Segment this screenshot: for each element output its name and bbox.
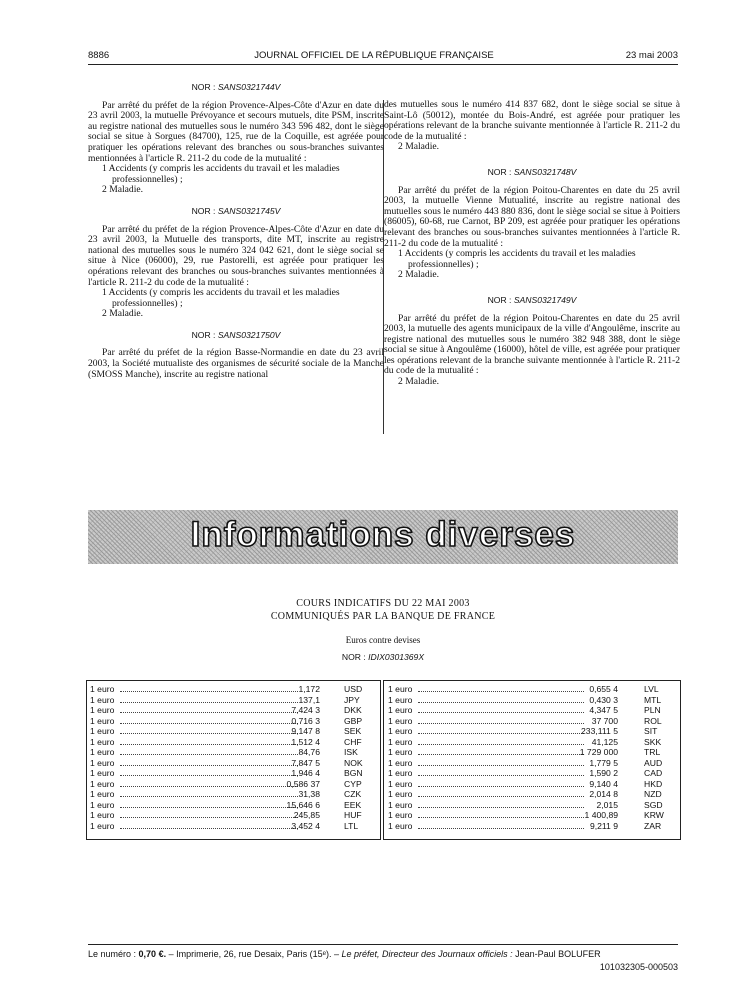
rate-value: 1,946 4 [291, 768, 320, 778]
decree-paragraph: des mutuelles sous le numéro 414 837 682, dont le siège social se situe à Saint-Lô (50012), montée du Bois-André, est agréée pour pratiquer les opérations relevant de la branche suivante mentionnée à l'article R. 211-2 du code de la mutualité : [384, 99, 680, 142]
rate-leader-dots [120, 733, 298, 734]
rate-leader-dots [418, 828, 584, 829]
currency-code: SKK [644, 736, 662, 747]
rate-leader-dots [418, 765, 584, 766]
rate-leader-dots [120, 775, 298, 776]
rate-leader-dots [418, 775, 584, 776]
rate-row [388, 705, 666, 716]
rate-leader-dots [120, 828, 298, 829]
rate-leader-dots [418, 712, 584, 713]
header-rule [88, 64, 678, 65]
branch-item: 1 Accidents (y compris les accidents du travail et les maladies professionnelles) ; [102, 163, 340, 185]
rate-row [388, 821, 666, 832]
rate-value: 233,111 5 [581, 726, 618, 736]
rates-heading-line2: COMMUNIQUÉS PAR LA BANQUE DE FRANCE [270, 611, 496, 622]
section-banner-title: Informations diverses [190, 515, 576, 554]
rate-label: 1 euro [388, 736, 413, 747]
nor-reference: NOR : SANS0321745V [191, 205, 281, 216]
currency-code: BGN [344, 768, 363, 778]
currency-code: CAD [644, 768, 663, 778]
rate-row [388, 779, 666, 790]
rate-value: 1 400,89 [584, 810, 618, 820]
branch-item: 2 Maladie. [398, 141, 440, 153]
rate-label: 1 euro [388, 694, 413, 705]
nor-reference: NOR : SANS0321748V [487, 166, 577, 177]
decree-paragraph: Par arrêté du préfet de la région Provence-Alpes-Côte d'Azur en date du 23 avril 2003, la mutuelle Prévoyance et secours mutuels, dite PSM, inscrite au registre national des mutuelles sous le numéro 343 596 482, dont le siège social se situe à Sorgues (84700), 125, rue de la Coquille, est agréée pour pratiquer les opérations relevant des branches ou sous-branches suivantes mentionnées à l'article R. 211-2 du code de la mutualité : [88, 99, 384, 164]
left-column [88, 82, 384, 380]
footer-printer: – Imprimerie, 26, rue Desaix, Paris (15ᵉ). [168, 949, 332, 959]
page-number: 8886 [88, 50, 110, 61]
currency-code: CZK [344, 789, 362, 799]
rate-leader-dots [120, 723, 298, 724]
nor-reference: NOR : SANS0321744V [191, 82, 281, 92]
rate-label: 1 euro [90, 747, 115, 757]
branch-item: 2 Maladie. [102, 184, 144, 196]
rate-label: 1 euro [90, 715, 115, 726]
currency-code: KRW [644, 810, 664, 820]
currency-code: USD [344, 684, 363, 694]
currency-code: NOK [344, 757, 363, 768]
currency-code: SEK [344, 726, 362, 736]
rate-leader-dots [120, 796, 298, 797]
currency-code: JPY [344, 694, 360, 705]
rate-row [90, 800, 366, 811]
footer-price: 0,70 €. [138, 949, 167, 959]
branch-item: 2 Maladie. [398, 376, 440, 388]
rate-leader-dots [418, 754, 584, 755]
rate-label: 1 euro [90, 799, 115, 810]
rate-value: 0,716 3 [291, 715, 320, 726]
currency-code: EEK [344, 799, 362, 810]
rate-leader-dots [418, 702, 584, 703]
currency-code: CYP [344, 778, 362, 789]
currency-code: HUF [344, 810, 362, 820]
rate-row [90, 705, 366, 716]
rates-nor-reference: NOR : IDIX0301369X [341, 652, 425, 662]
currency-code: MTL [644, 694, 662, 705]
rate-label: 1 euro [388, 705, 413, 715]
rate-value: 9,140 4 [589, 778, 618, 789]
rate-leader-dots [418, 691, 584, 692]
rate-leader-dots [120, 765, 298, 766]
rate-leader-dots [418, 723, 584, 724]
currency-code: SGD [644, 799, 663, 810]
rate-value: 37 700 [591, 715, 618, 726]
rate-row [388, 716, 666, 727]
currency-code: NZD [644, 789, 662, 799]
rate-label: 1 euro [90, 736, 115, 747]
rate-row [90, 716, 366, 727]
rate-value: 4,347 5 [589, 705, 618, 715]
decree-paragraph: Par arrêté du préfet de la région Poitou-Charentes en date du 25 avril 2003, la mutuelle Vienne Mutualité, inscrite au registre national des mutuelles sous le numéro 443 880 836, dont le siège social se situe à Poitiers (86005), 60-68, rue Carnot, BP 209, est agréée pour pratiquer les opérations relevant des branches ou sous-branches suivantes mentionnées à l'article R. 211-2 du code de la mutualité : [384, 184, 680, 249]
rate-leader-dots [120, 744, 298, 745]
footer-director: – Le préfet, Directeur des Journaux officiels : [334, 949, 513, 959]
rate-label: 1 euro [90, 789, 115, 799]
nor-reference: NOR : SANS0321750V [191, 329, 281, 340]
rate-value: 7,847 5 [291, 757, 320, 768]
rate-row [90, 821, 366, 832]
currency-code: GBP [344, 715, 363, 726]
rate-leader-dots [120, 807, 298, 808]
rate-label: 1 euro [90, 694, 115, 705]
rate-value: 3,452 4 [291, 820, 320, 831]
rate-value: 0,586 37 [286, 778, 320, 789]
rate-row [90, 758, 366, 769]
rate-value: 41,125 [591, 736, 618, 747]
rate-value: 7,424 3 [291, 705, 320, 715]
currency-code: ZAR [644, 820, 662, 831]
rate-label: 1 euro [90, 726, 115, 736]
rate-row [388, 810, 666, 821]
rate-leader-dots [120, 712, 298, 713]
rate-label: 1 euro [90, 820, 115, 831]
rate-row [90, 768, 366, 779]
rate-value: 1,512 4 [291, 736, 320, 747]
footer-line [88, 949, 688, 959]
branch-item: 2 Maladie. [398, 269, 440, 281]
rate-row [90, 737, 366, 748]
rate-label: 1 euro [90, 768, 115, 778]
nor-reference: NOR : SANS0321749V [487, 294, 577, 305]
rate-label: 1 euro [388, 799, 413, 810]
rate-row [388, 747, 666, 758]
rate-value: 15,646 6 [286, 799, 320, 810]
rate-leader-dots [418, 807, 584, 808]
rate-row [388, 684, 666, 695]
header-date: 23 mai 2003 [625, 50, 678, 61]
footer-reference: 101032305-000503 [599, 962, 678, 972]
rate-row [90, 810, 366, 821]
rate-label: 1 euro [388, 789, 413, 799]
rate-row [388, 768, 666, 779]
rate-row [388, 789, 666, 800]
footer-rule [88, 944, 678, 945]
rate-label: 1 euro [388, 757, 413, 768]
footer-director-name: Jean-Paul BOLUFER [515, 949, 601, 959]
currency-code: CHF [344, 736, 362, 747]
currency-code: SIT [644, 726, 658, 736]
rate-value: 9,147 8 [291, 726, 320, 736]
decree-paragraph: Par arrêté du préfet de la région Basse-Normandie en date du 23 avril 2003, la Société mutualiste des organismes de sécurité sociale de la Manche (SMOSS Manche), inscrite au registre national [88, 347, 384, 380]
rate-leader-dots [418, 817, 584, 818]
rate-row [388, 695, 666, 706]
rate-row [388, 758, 666, 769]
rate-value: 84,76 [298, 747, 320, 757]
rate-row [388, 800, 666, 811]
rate-leader-dots [120, 702, 298, 703]
rates-heading-line1: COURS INDICATIFS DU 22 MAI 2003 [296, 598, 470, 609]
rate-leader-dots [120, 786, 298, 787]
footer-prefix: Le numéro : [88, 949, 137, 959]
currency-code: AUD [644, 757, 663, 768]
rate-leader-dots [120, 691, 298, 692]
rate-value: 9,211 9 [589, 820, 618, 831]
rate-label: 1 euro [90, 778, 115, 789]
rate-label: 1 euro [90, 705, 115, 715]
rate-row [388, 726, 666, 737]
decree-paragraph: Par arrêté du préfet de la région Poitou-Charentes en date du 25 avril 2003, la mutuelle des agents municipaux de la ville d'Angoulême, inscrite au registre national des mutuelles sous le numéro 382 948 388, dont le siège social se situe à Angoulême (16000), hôtel de ville, est agréée pour pratiquer les opérations relevant de la branche suivante mentionnée à l'article R. 211-2 du code de la mutualité : [384, 312, 680, 377]
rate-value: 1,172 [298, 684, 320, 694]
rate-leader-dots [120, 817, 298, 818]
rate-label: 1 euro [90, 810, 115, 820]
rate-leader-dots [418, 733, 584, 734]
rate-value: 1,779 5 [589, 757, 618, 768]
rate-label: 1 euro [388, 810, 413, 820]
branch-item: 2 Maladie. [102, 308, 144, 320]
rate-value: 0,430 3 [589, 694, 618, 705]
rate-row [90, 747, 366, 758]
currency-code: LTL [344, 820, 359, 831]
rate-row [90, 684, 366, 695]
rate-value: 31,38 [298, 789, 320, 799]
currency-code: ROL [644, 715, 662, 726]
currency-code: LVL [644, 684, 659, 694]
rate-label: 1 euro [388, 715, 413, 726]
currency-code: PLN [644, 705, 661, 715]
rate-row [90, 695, 366, 706]
rate-row [90, 726, 366, 737]
right-column [384, 100, 680, 388]
currency-code: DKK [344, 705, 362, 715]
rates-table-right [388, 684, 666, 831]
currency-code: TRL [644, 747, 661, 757]
rate-label: 1 euro [90, 684, 115, 694]
rate-label: 1 euro [388, 778, 413, 789]
rate-row [90, 789, 366, 800]
rate-label: 1 euro [388, 768, 413, 778]
branch-item: 1 Accidents (y compris les accidents du travail et les maladies professionnelles) ; [398, 248, 636, 270]
rate-leader-dots [418, 786, 584, 787]
rate-label: 1 euro [388, 747, 413, 757]
journal-title: JOURNAL OFFICIEL DE LA RÉPUBLIQUE FRANÇAISE [254, 50, 494, 61]
decree-paragraph: Par arrêté du préfet de la région Provence-Alpes-Côte d'Azur en date du 23 avril 2003, la Mutuelle des transports, dite MT, inscrite au registre national des mutuelles sous le numéro 324 042 621, dont le siège social se situe à Nice (06000), 29, rue Pastorelli, est agréée pour pratiquer les opérations relevant des branches ou sous-branches suivantes mentionnées à l'article R. 211-2 du code de la mutualité : [88, 223, 384, 288]
rate-row [90, 779, 366, 790]
rate-value: 1,590 2 [589, 768, 618, 778]
currency-code: HKD [644, 778, 663, 789]
rate-label: 1 euro [388, 684, 413, 694]
rate-leader-dots [120, 754, 298, 755]
rate-value: 137,1 [298, 694, 320, 705]
rate-value: 2,014 8 [589, 789, 618, 799]
rate-value: 245,85 [293, 810, 320, 820]
currency-code: ISK [344, 747, 358, 757]
rates-table-left [90, 684, 366, 831]
rate-leader-dots [418, 796, 584, 797]
rate-value: 1 729 000 [579, 747, 618, 757]
rates-subheading: Euros contre devises [345, 635, 421, 645]
branch-item: 1 Accidents (y compris les accidents du travail et les maladies professionnelles) ; [102, 287, 340, 309]
rate-value: 2,015 [596, 799, 618, 810]
rate-label: 1 euro [388, 820, 413, 831]
rate-row [388, 737, 666, 748]
rate-leader-dots [418, 744, 584, 745]
rate-value: 0,655 4 [589, 684, 618, 694]
rate-label: 1 euro [90, 757, 115, 768]
rate-label: 1 euro [388, 726, 413, 736]
